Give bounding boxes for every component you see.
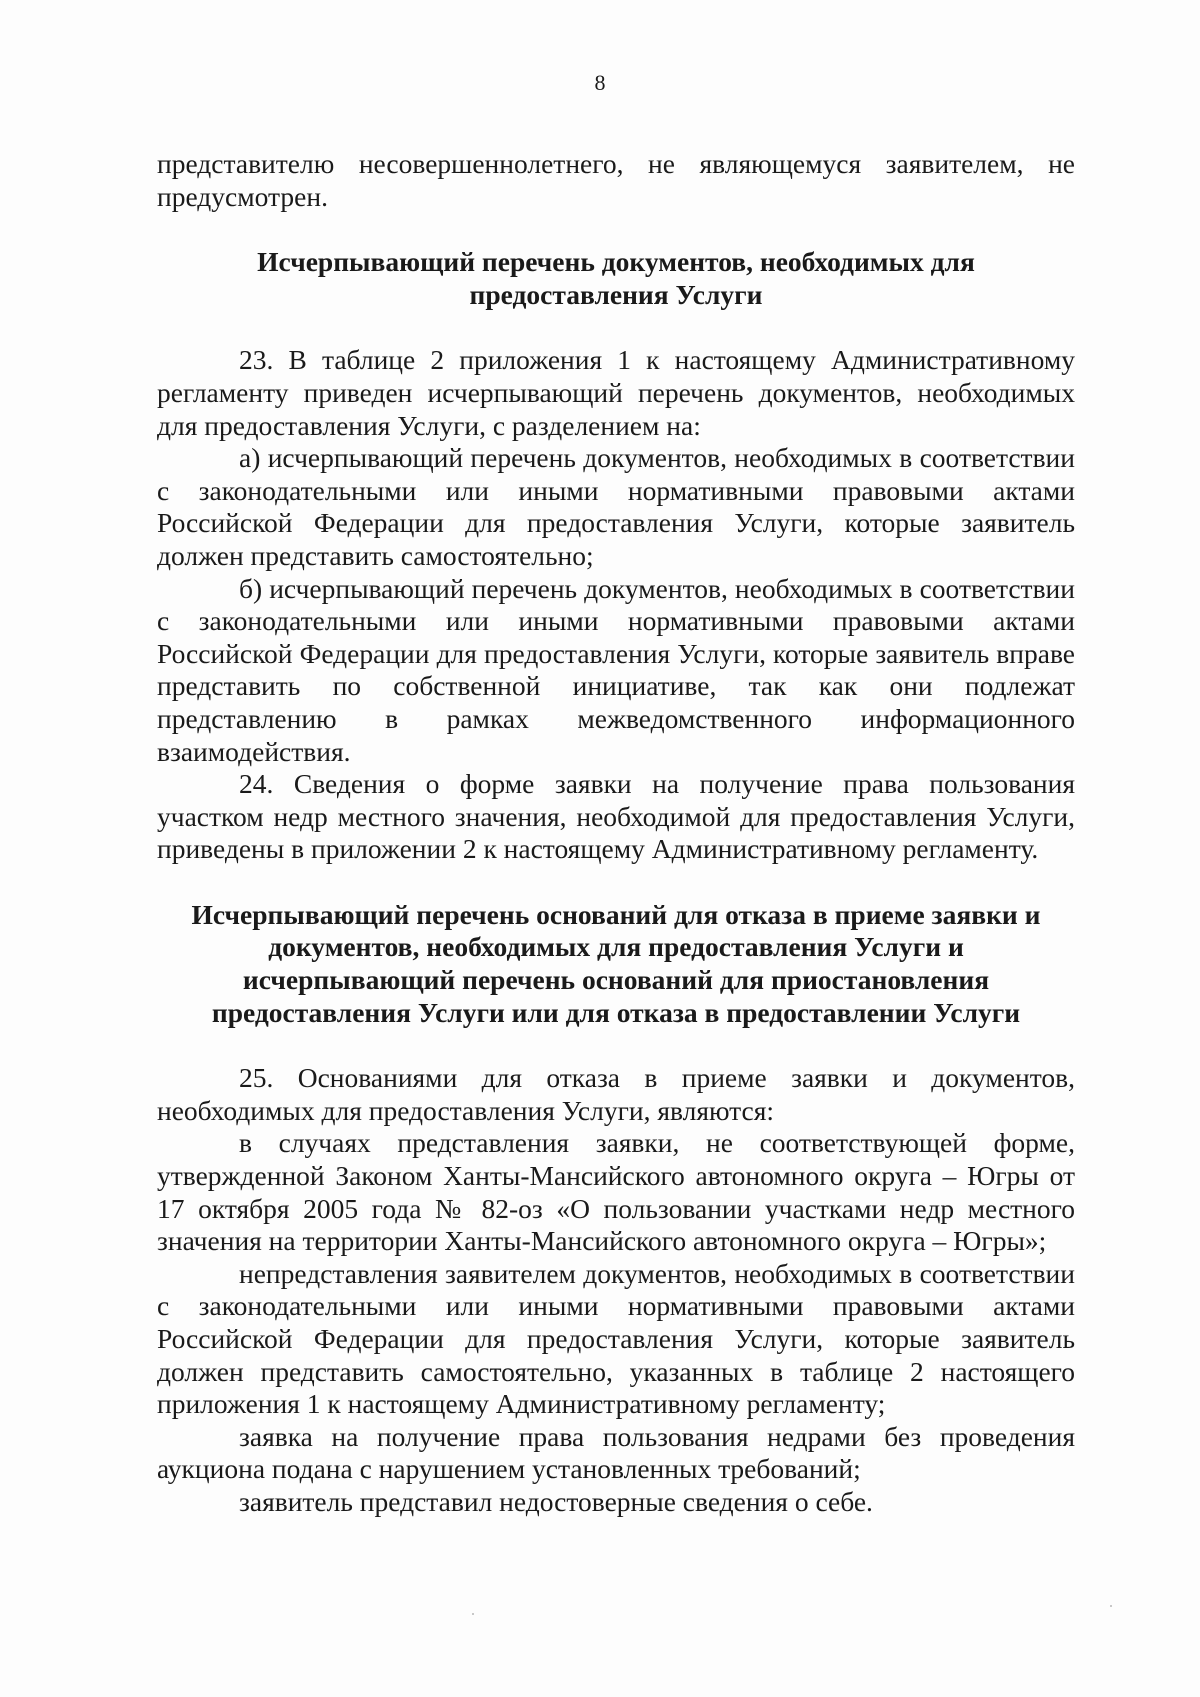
paragraph-intro: представителю несовершеннолетнего, не являющемуся заявителем, не предусмотрен. (157, 148, 1075, 212)
paragraph-25-item-1: в случаях представления заявки, не соответствующей форме, утвержденной Законом Ханты-Мансийского автономного округа – Югры от 17 октября 2005 года № 82-оз «О пользовании участками недр местного значения на территории Ханты-Мансийского автономного округа – Югры»; (157, 1127, 1075, 1257)
scan-speck (472, 1613, 474, 1615)
scan-speck (1110, 1605, 1112, 1607)
paragraph-24: 24. Сведения о форме заявки на получение права пользования участком недр местного значения, необходимой для предоставления Услуги, приведены в приложении 2 к настоящему Административному регламенту. (157, 768, 1075, 865)
paragraph-25-item-4: заявитель представил недостоверные сведения о себе. (239, 1485, 873, 1517)
page-number: 8 (594, 70, 606, 95)
paragraph-25-item-3: заявка на получение права пользования недрами без проведения аукциона подана с нарушением установленных требований; (157, 1420, 1075, 1485)
document-body (157, 148, 1075, 1519)
paragraph-23-b: б) исчерпывающий перечень документов, необходимых в соответствии с законодательными или иными нормативными правовыми актами Российской Федерации для предоставления Услуги, которые заявитель вправе представить по собственной инициативе, так как они подлежат представлению в рамках межведомственного информационного взаимодействия. (157, 572, 1075, 767)
paragraph-25: 25. Основаниями для отказа в приеме заявки и документов, необходимых для предоставления Услуги, являются: (157, 1062, 1075, 1126)
section-heading-refusal: Исчерпывающий перечень оснований для отказа в приеме заявки и документов, необходимых для предоставления Услуги и исчерпывающий перечень оснований для приостановления предоставления Услуги или для отказа в предоставлении Услуги (191, 898, 1041, 1028)
paragraph-23: 23. В таблице 2 приложения 1 к настоящему Административному регламенту приведен исчерпывающий перечень документов, необходимых для предоставления Услуги, с разделением на: (157, 344, 1075, 441)
paragraph-23-a: а) исчерпывающий перечень документов, необходимых в соответствии с законодательными или иными нормативными правовыми актами Российской Федерации для предоставления Услуги, которые заявитель должен представить самостоятельно; (157, 442, 1075, 571)
paragraph-25-item-2: непредставления заявителем документов, необходимых в соответствии с законодательными или иными нормативными правовыми актами Российской Федерации для предоставления Услуги, которые заявитель должен представить самостоятельно, указанных в таблице 2 настоящего приложения 1 к настоящему Административному регламенту; (157, 1257, 1075, 1420)
section-heading-documents: Исчерпывающий перечень документов, необходимых для предоставления Услуги (257, 246, 975, 310)
